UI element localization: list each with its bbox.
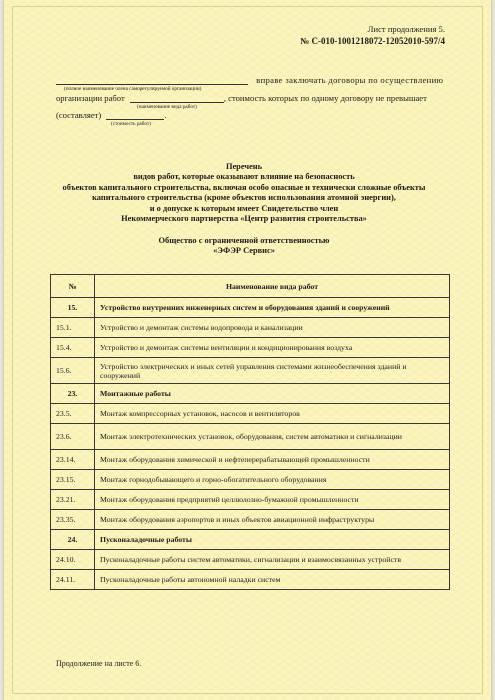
intro-line-1 [56,75,443,85]
intro-line-3-prefix: (составляет) [56,110,102,120]
org-line-2: «ЭФЭР Сервис» [213,246,275,256]
row-number: 23.15. [51,470,95,490]
org-line-1: Общество с ограниченной ответственностью [158,236,330,245]
continuation-note: Продолжение на листе 6. [56,659,142,668]
row-work-name: Пусконаладочные работы автономной наладки систем [95,570,450,590]
table-row [51,424,450,450]
title-line-1: Перечень [225,162,263,171]
certificate-sheet [4,0,491,700]
table-row [51,550,450,570]
title-line-5: и о допуске к которым имеет Свидетельство член [149,203,339,213]
caption-cost: (стоимость работ) [111,121,151,127]
table-row [51,570,450,590]
caption-member-name: (полное наименование члена саморегулируемой организации) [64,86,202,92]
title-line-3: объектов капитального строительства, включая особо опасные и технически сложные объекты [62,182,426,192]
table-row [51,450,450,470]
row-work-name: Устройство внутренних инженерных систем и оборудования зданий и сооружений [95,298,450,318]
title-line-4: капитального строительства (кроме объектов использования атомной энергии), [92,193,396,203]
sheet-label: Лист продолжения 5. [367,24,445,34]
row-number: 23. [51,384,95,404]
row-number: 23.6. [51,424,95,450]
title-line-6: Некоммерческого партнерства «Центр развития строительства» [121,214,367,224]
sheet-number: № С-010-1001218072-12052010-597/4 [300,36,445,46]
row-number: 15.6. [51,358,95,384]
table-row [51,470,450,490]
row-work-name: Устройство электрических и иных сетей управления системами жизнеобеспечения зданий и сооружений [95,358,450,384]
organization-name [34,236,454,257]
row-number: 15.4. [51,338,95,358]
table-row [51,338,450,358]
row-work-name: Монтажные работы [95,384,450,404]
caption-work-type: (наименование вида работ) [137,104,197,110]
row-number: 15.1. [51,318,95,338]
table-header-row [51,275,450,298]
document-title [34,162,454,224]
table-row [51,358,450,384]
row-number: 15. [51,298,95,318]
work-type-blank [130,93,224,103]
table-row [51,298,450,318]
table-row [51,404,450,424]
row-number: 23.14. [51,450,95,470]
cost-blank [106,110,164,120]
row-number: 23.5. [51,404,95,424]
row-work-name: Устройство и демонтаж системы водопровода и канализации [95,318,450,338]
intro-line-2 [56,93,427,103]
row-number: 23.35. [51,510,95,530]
row-work-name: Монтаж оборудования аэропортов и иных объектов авиационной инфраструктуры [95,510,450,530]
column-header-name: Наименование вида работ [95,275,450,298]
table-row [51,318,450,338]
title-line-2: видов работ, которые оказывают влияние на безопасность [133,172,355,182]
table-row [51,530,450,550]
intro-line-2-suffix: , стоимость которых по одному договору не превышает [223,93,427,103]
column-header-number: № [51,275,95,298]
row-work-name: Монтаж горнодобывающего и горно-обогатительного оборудования [95,470,450,490]
row-number: 23.21. [51,490,95,510]
row-number: 24. [51,530,95,550]
row-number: 24.11. [51,570,95,590]
intro-line-1-text: вправе заключать договоры по осуществлению [256,75,444,85]
table-row [51,490,450,510]
intro-line-3: (составляет) . [56,110,167,120]
table-row [51,510,450,530]
row-work-name: Монтаж оборудования предприятий целлюлозно-бумажной промышленности [95,490,450,510]
intro-line-2-prefix: организации работ [56,93,125,103]
row-work-name: Монтаж компрессорных установок, насосов и вентиляторов [95,404,450,424]
work-types-table [50,274,450,590]
table-row [51,384,450,404]
row-work-name: Устройство и демонтаж системы вентиляции и кондиционирования воздуха [95,338,450,358]
row-work-name: Пусконаладочные работы систем автоматики, сигнализации и взаимосвязанных устройств [95,550,450,570]
row-work-name: Монтаж оборудования химической и нефтеперерабатывающей промышленности [95,450,450,470]
row-number: 24.10. [51,550,95,570]
member-name-blank [56,75,248,85]
row-work-name: Монтаж электротехнических установок, оборудования, систем автоматики и сигнализации [95,424,450,450]
row-work-name: Пусконаладочные работы [95,530,450,550]
